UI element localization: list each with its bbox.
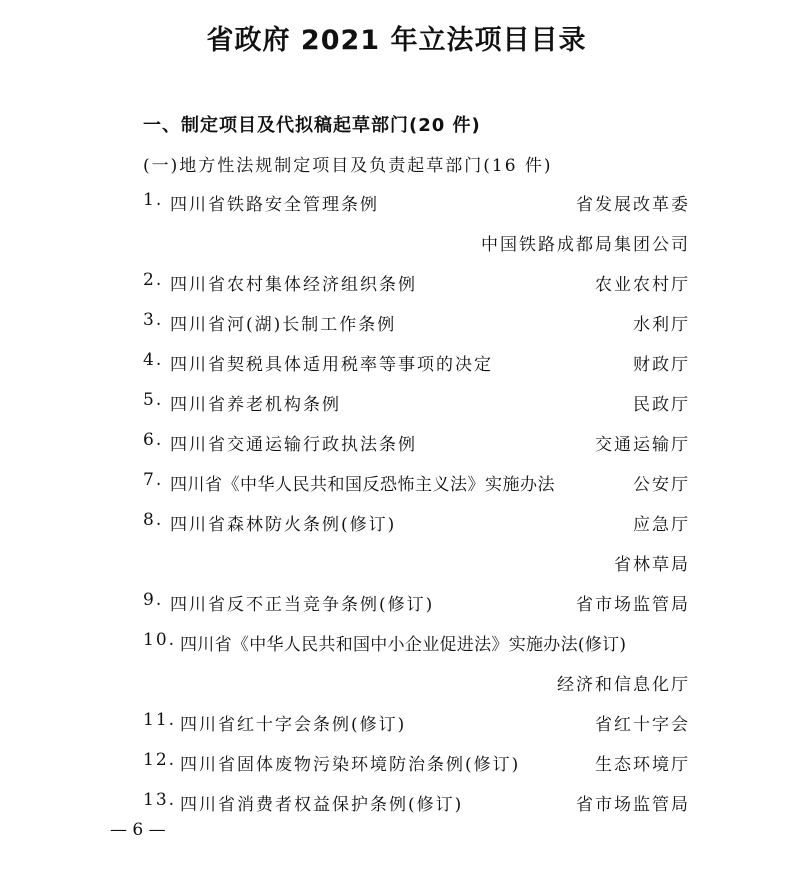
item-department: 农业农村厅 [595, 275, 690, 295]
item-department: 省林草局 [614, 555, 690, 575]
item-name: 四川省河(湖)长制工作条例 [170, 315, 397, 335]
item-number: 8. [143, 510, 164, 530]
list-item [143, 190, 690, 216]
list-item [143, 350, 690, 376]
item-department: 省红十字会 [595, 715, 690, 735]
item-department: 公安厅 [633, 475, 690, 495]
list-item-continuation [143, 670, 690, 696]
item-number: 5. [143, 390, 164, 410]
item-department: 生态环境厅 [595, 755, 690, 775]
item-name: 四川省契税具体适用税率等事项的决定 [170, 355, 493, 375]
item-department: 财政厅 [633, 355, 690, 375]
item-number: 13. [143, 790, 177, 810]
item-name: 四川省《中华人民共和国中小企业促进法》实施办法(修订) [180, 635, 627, 655]
list-item [143, 590, 690, 616]
item-number: 12. [143, 750, 177, 770]
list-item [143, 390, 690, 416]
list-item [143, 710, 690, 736]
list-item [143, 270, 690, 296]
item-number: 2. [143, 270, 164, 290]
item-name: 四川省交通运输行政执法条例 [170, 435, 417, 455]
item-name: 四川省红十字会条例(修订) [180, 715, 407, 735]
item-department: 水利厅 [633, 315, 690, 335]
list-item [143, 470, 690, 496]
list-item [143, 750, 690, 776]
item-number: 6. [143, 430, 164, 450]
list-item [143, 430, 690, 456]
item-number: 3. [143, 310, 164, 330]
list-item-continuation [143, 230, 690, 256]
item-department: 省发展改革委 [576, 195, 690, 215]
item-department: 省市场监管局 [576, 795, 690, 815]
item-number: 9. [143, 590, 164, 610]
item-name: 四川省《中华人民共和国反恐怖主义法》实施办法 [170, 475, 555, 495]
item-department: 中国铁路成都局集团公司 [481, 235, 690, 255]
list-item [143, 310, 690, 336]
item-name: 四川省反不正当竞争条例(修订) [170, 595, 435, 615]
item-department: 省市场监管局 [576, 595, 690, 615]
item-name: 四川省农村集体经济组织条例 [170, 275, 417, 295]
item-department: 经济和信息化厅 [557, 675, 690, 695]
document-title: 省政府 2021 年立法项目目录 [206, 25, 587, 56]
list-item [143, 510, 690, 536]
list-item-continuation [143, 550, 690, 576]
item-department: 民政厅 [633, 395, 690, 415]
page-number: — 6 — [110, 820, 166, 840]
section-heading: 一、制定项目及代拟稿起草部门(20 件) [143, 115, 481, 136]
item-department: 交通运输厅 [595, 435, 690, 455]
item-name: 四川省消费者权益保护条例(修订) [180, 795, 464, 815]
item-name: 四川省养老机构条例 [170, 395, 341, 415]
item-name: 四川省铁路安全管理条例 [170, 195, 379, 215]
item-number: 7. [143, 470, 164, 490]
list-item [143, 630, 703, 656]
item-name: 四川省森林防火条例(修订) [170, 515, 397, 535]
item-name: 四川省固体废物污染环境防治条例(修订) [180, 755, 521, 775]
list-item [143, 790, 690, 816]
subsection-heading: (一)地方性法规制定项目及负责起草部门(16 件) [143, 156, 553, 176]
item-department: 应急厅 [633, 515, 690, 535]
item-number: 10. [143, 630, 177, 650]
item-number: 4. [143, 350, 164, 370]
item-number: 1. [143, 190, 164, 210]
item-number: 11. [143, 710, 177, 730]
